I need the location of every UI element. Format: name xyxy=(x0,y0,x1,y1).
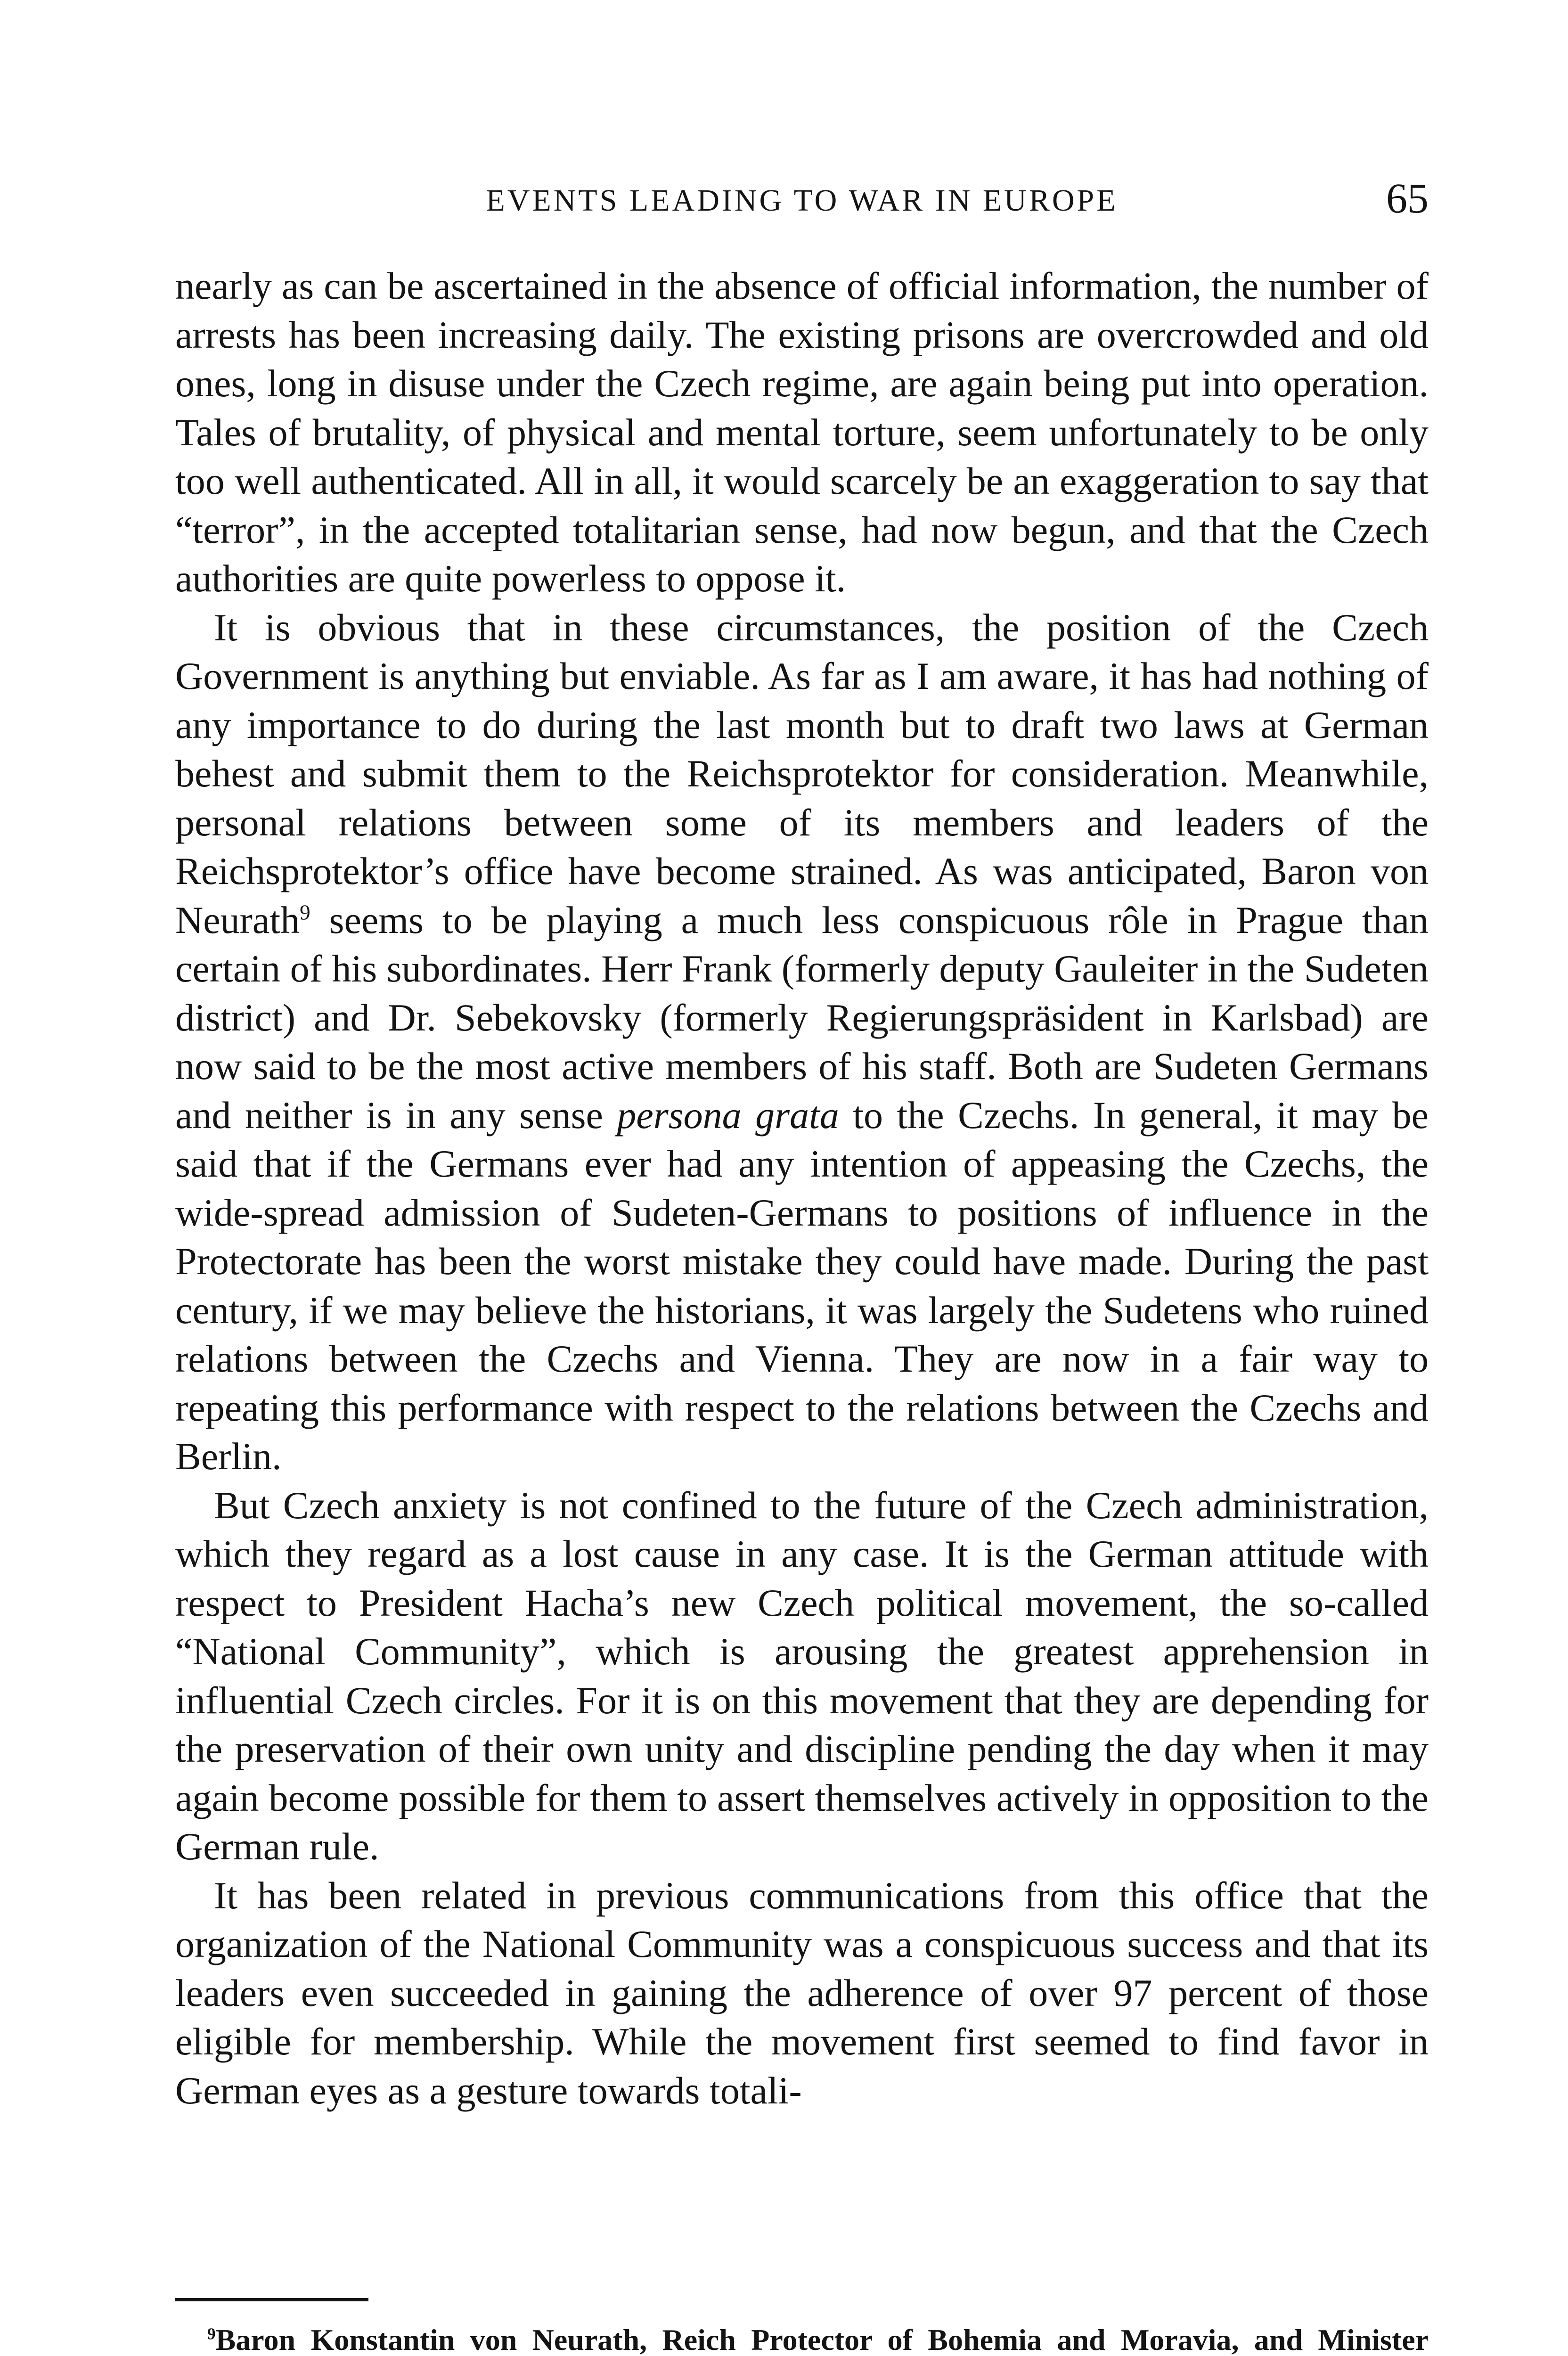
paragraph-2-text-start: It is obvious that in these circumstances, the position of the Czech Government is anything but enviable. As far as I am aware, it has had nothing of any importance to do during the last month but to draft two laws at German behest and submit them to the Reichsprotektor for consideration. Meanwhile, personal relations between some of its members and leaders of the Reichsprotektor’s office have become strained. As was anticipated, Baron von Neurath xyxy=(175,605,1429,941)
paragraph-2-text-end: to the Czechs. In general, it may be said that if the Germans ever had any intention of appeasing the Czechs, the wide-spread admission of Sudeten-Germans to positions of influence in the Protectorate has been the worst mistake they could have made. During the past century, if we may believe the historians, it was largely the Sudetens who ruined relations between the Czechs and Vienna. They are now in a fair way to repeating this performance with respect to the relations between the Czechs and Berlin. xyxy=(175,1093,1429,1478)
footnote xyxy=(175,2321,1429,2356)
paragraph-2 xyxy=(175,603,1429,1481)
body-text xyxy=(175,262,1429,2115)
running-head xyxy=(175,174,1429,226)
page-number: 65 xyxy=(1386,175,1429,222)
footnote-reference: 9 xyxy=(300,900,310,924)
paragraph-3: But Czech anxiety is not confined to the future of the Czech administration, which they regard as a lost cause in any case. It is the German attitude with respect to President Hacha’s new Czech political movement, the so-called “National Community”, which is arousing the greatest apprehension in influential Czech circles. For it is on this movement that they are depending for the preservation of their own unity and discipline pending the day when it may again become possible for them to assert themselves actively in opposition to the German rule. xyxy=(175,1483,1429,1868)
paragraph-2-text-middle: seems to be playing a much less conspicuous rôle in Prague than certain of his subordinates. Herr Frank (formerly deputy Gauleiter in the Sudeten district) and Dr. Sebekovsky (formerly Regierungspräsident in Karlsbad) are now said to be the most active members of his staff. Both are Sudeten Germans and neither is in any sense xyxy=(175,898,1429,1137)
paragraph-1: nearly as can be ascertained in the absence of official information, the number of arrests has been increasing daily. The existing prisons are overcrowded and old ones, long in disuse under the Czech regime, are again being put into operation. Tales of brutality, of physical and mental torture, seem unfortunately to be only too well authenticated. All in all, it would scarcely be an exaggeration to say that “terror”, in the accepted totalitarian sense, had now begun, and that the Czech authorities are quite powerless to oppose it. xyxy=(175,264,1429,600)
footnote-text: Baron Konstantin von Neurath, Reich Protector of Bohemia and Moravia, and Minister xyxy=(215,2323,1429,2356)
italic-phrase: persona grata xyxy=(617,1093,839,1137)
footnote-rule xyxy=(175,2298,368,2301)
footnote-mark: 9 xyxy=(207,2324,216,2343)
running-title: EVENTS LEADING TO WAR IN EUROPE xyxy=(486,183,1118,218)
paragraph-4: It has been related in previous communications from this office that the organization of the National Community was a conspicuous success and that its leaders even succeeded in gaining the adherence of over 97 percent of those eligible for membership. While the movement first seemed to find favor in German eyes as a gesture towards totali- xyxy=(175,1873,1429,2112)
